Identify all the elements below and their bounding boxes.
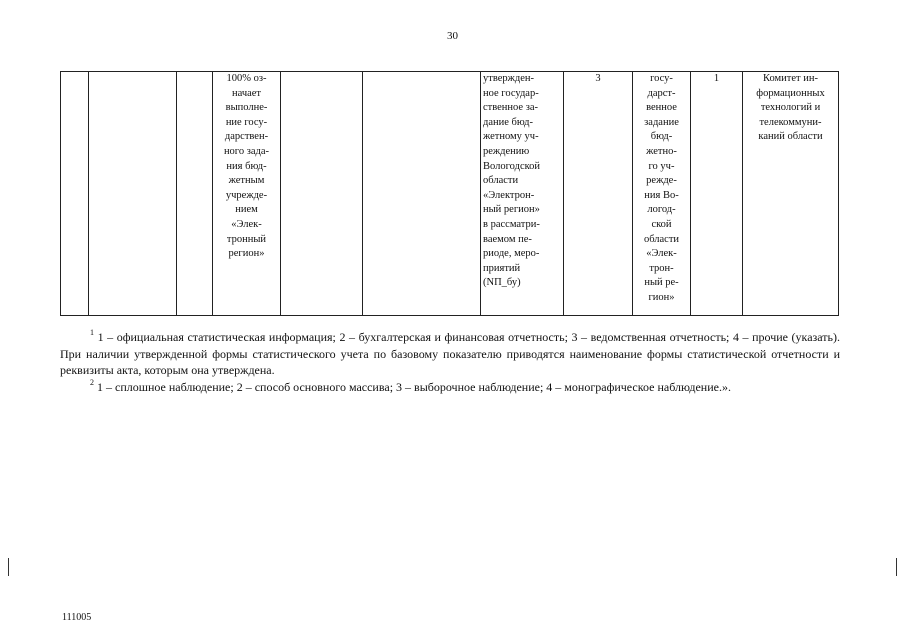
table-cell-definition xyxy=(481,72,564,316)
responsible-text: Комитет ин- формационных технологий и телекоммуни- каний области xyxy=(756,73,825,143)
footnote-2-mark: 2 xyxy=(90,377,94,387)
table-cell-source xyxy=(633,72,691,316)
table-cell-responsible xyxy=(743,72,839,316)
right-edge-mark xyxy=(896,558,897,576)
table-cell-2 xyxy=(89,72,177,316)
footnote-1 xyxy=(60,329,840,379)
document-code: 111005 xyxy=(62,612,92,623)
table-cell-code-a xyxy=(564,72,633,316)
code-b-text: 1 xyxy=(713,73,720,84)
table-cell-indicator-meaning xyxy=(213,72,281,316)
table-row xyxy=(61,72,839,316)
table-cell-code-b xyxy=(691,72,743,316)
table-cell-5 xyxy=(281,72,363,316)
table-cell-3 xyxy=(177,72,213,316)
footnotes xyxy=(60,329,840,395)
footnote-1-mark: 1 xyxy=(90,328,94,337)
source-text: госу- дарст- венное задание бюд- жетно- го уч- режде- ния Во- логод- ской области «Элек- трон- ный ре- гион» xyxy=(643,73,680,303)
left-edge-mark xyxy=(8,558,9,576)
page-number: 30 xyxy=(447,30,458,42)
footnote-2 xyxy=(60,379,840,396)
table-cell-6 xyxy=(363,72,481,316)
code-a-text: 3 xyxy=(595,73,601,84)
footnote-1-text: 1 – официальная статистическая информация; 2 – бухгалтерская и финансовая отчетность; 3 – ведомственная отчетность; 4 – прочие (указать). При наличии утвержденной формы статистического учета по базовому показателю приводятся наименование формы статистической отчетности и реквизиты акта, которым она утверждена. xyxy=(60,330,840,377)
footnote-2-text: 1 – сплошное наблюдение; 2 – способ основного массива; 3 – выборочное наблюдение; 4 – монографическое наблюдение.». xyxy=(94,379,731,394)
definition-text: утвержден- ное государ- ственное за- дание бюд- жетному уч- реждению Вологодской области «Электрон- ный регион» в рассматри- ваемом пе- риоде, меро- приятий (NП_бу) xyxy=(483,73,541,289)
table-cell-1 xyxy=(61,72,89,316)
indicator-table xyxy=(60,71,839,316)
indicator-meaning-text: 100% оз- начает выполне- ние госу- дарствен- ного зада- ния бюд- жетным учрежде- нием «Элек- тронный регион» xyxy=(223,73,270,260)
